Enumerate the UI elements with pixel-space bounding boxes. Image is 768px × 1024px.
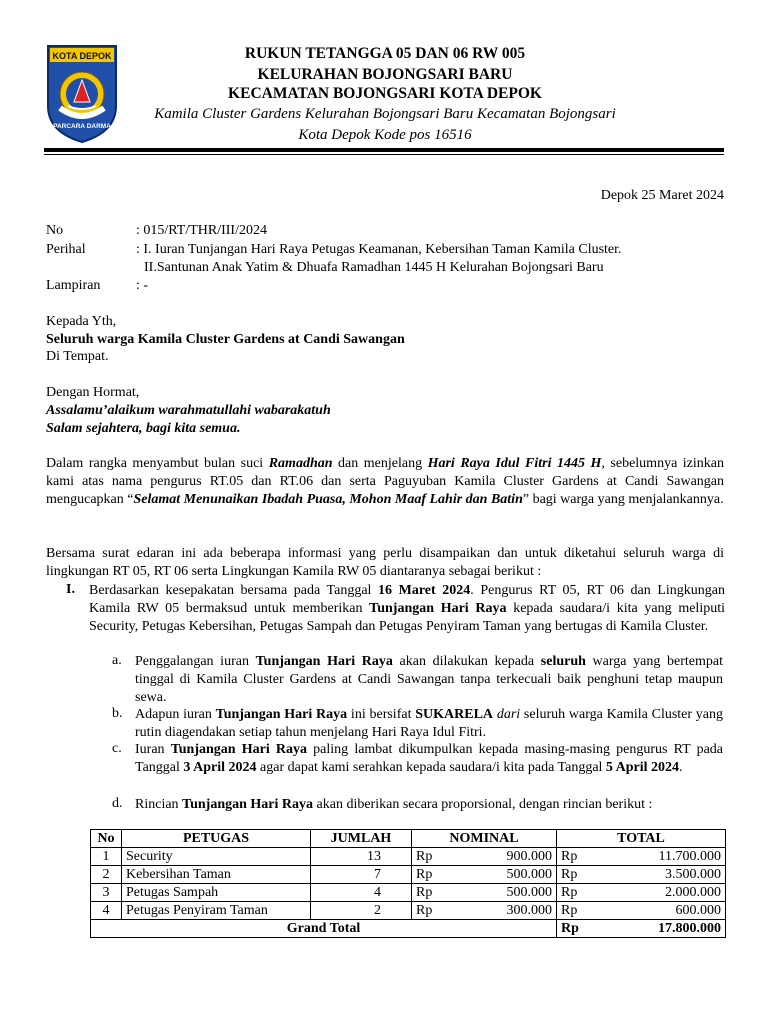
- cell-total: 600.000: [597, 902, 726, 920]
- table-header-row: [91, 830, 726, 848]
- cell-total-currency: Rp: [557, 902, 598, 920]
- letter-date: Depok 25 Maret 2024: [600, 188, 724, 203]
- sub-b-number: b.: [112, 706, 123, 721]
- no-value: : 015/RT/THR/III/2024: [136, 223, 267, 238]
- sub-b-text: Adapun iuran Tunjangan Hari Raya ini bersifat SUKARELA dari seluruh warga Kamila Cluster yang rutin diagendakan setiap tahun menjelang Hari Raya Idul Fitri.: [135, 707, 724, 740]
- table-row: [91, 866, 726, 884]
- lampiran-label: Lampiran: [46, 278, 101, 293]
- perihal-value-1: : I. Iuran Tunjangan Hari Raya Petugas Keamanan, Kebersihan Taman Kamila Cluster.: [136, 242, 622, 257]
- cell-nominal: 500.000: [452, 884, 557, 902]
- letterhead-line-1: RUKUN TETANGGA 05 DAN 06 RW 005: [244, 45, 526, 62]
- letterhead-rule-thin: [44, 154, 724, 155]
- sub-a-text: Penggalangan iuran Tunjangan Hari Raya akan dilakukan kepada seluruh warga yang bertempat tinggal di Kamila Cluster Gardens at Candi Sawangan tanpa terkecuali baik penghuni tetap maupun sewa.: [135, 654, 724, 705]
- cell-nominal: 900.000: [452, 848, 557, 866]
- cell-petugas: Security: [122, 848, 311, 866]
- greeting-salam-2: Salam sejahtera, bagi kita semua.: [46, 421, 241, 436]
- cell-nominal-currency: Rp: [412, 884, 453, 902]
- letterhead-address-2: Kota Depok Kode pos 16516: [298, 127, 472, 143]
- cell-total-currency: Rp: [557, 848, 598, 866]
- cell-no: 3: [91, 884, 122, 902]
- cell-petugas: Kebersihan Taman: [122, 866, 311, 884]
- table-row: [91, 884, 726, 902]
- letterhead-address-1: Kamila Cluster Gardens Kelurahan Bojongsari Baru Kecamatan Bojongsari: [154, 106, 616, 122]
- recipient-place: Di Tempat.: [46, 349, 109, 364]
- table-row: [91, 848, 726, 866]
- logo-banner-text: KOTA DEPOK: [52, 51, 112, 61]
- letterhead-line-2: KELURAHAN BOJONGSARI BARU: [257, 66, 513, 83]
- item-1-text: Berdasarkan kesepakatan bersama pada Tanggal 16 Maret 2024. Pengurus RT 05, RT 06 dan Lingkungan Kamila RW 05 bermaksud untuk memberikan Tunjangan Hari Raya kepada saudara/i kita yang meliputi Security, Petugas Kebersihan, Petugas Sampah dan Petugas Penyiram Taman yang bertugas di Kamila Cluster.: [89, 583, 725, 634]
- letterhead-rule-thick: [44, 148, 724, 152]
- header-nominal: NOMINAL: [412, 830, 557, 848]
- cell-nominal-currency: Rp: [412, 848, 453, 866]
- thr-breakdown-table: [90, 829, 726, 938]
- lampiran-value: : -: [136, 278, 149, 293]
- table-row: [91, 902, 726, 920]
- cell-nominal: 300.000: [452, 902, 557, 920]
- header-petugas: PETUGAS: [122, 830, 311, 848]
- cell-total: 2.000.000: [597, 884, 726, 902]
- opening-paragraph: Dalam rangka menyambut bulan suci Ramadhan dan menjelang Hari Raya Idul Fitri 1445 H, sebelumnya izinkan kami atas nama pengurus RT.05 dan RT.06 dan serta Paguyuban Kamila Cluster Gardens at Candi Sawangan mengucapkan “Selamat Menunaikan Ibadah Puasa, Mohon Maaf Lahir dan Batin” bagi warga yang menjalankannya.: [46, 456, 725, 507]
- cell-no: 4: [91, 902, 122, 920]
- cell-no: 1: [91, 848, 122, 866]
- letterhead-line-3: KECAMATAN BOJONGSARI KOTA DEPOK: [228, 85, 542, 102]
- item-1-number: I.: [66, 582, 75, 597]
- cell-jumlah: 13: [311, 848, 412, 866]
- grand-total-value: 17.800.000: [597, 920, 726, 938]
- cell-total-currency: Rp: [557, 884, 598, 902]
- cell-petugas: Petugas Penyiram Taman: [122, 902, 311, 920]
- cell-total: 3.500.000: [597, 866, 726, 884]
- sub-c-number: c.: [112, 741, 122, 756]
- cell-total: 11.700.000: [597, 848, 726, 866]
- header-jumlah: JUMLAH: [311, 830, 412, 848]
- header-no: No: [91, 830, 122, 848]
- logo-motto-text: PARCARA DARMA: [53, 123, 111, 130]
- greeting-salam-1: Assalamu’alaikum warahmatullahi wabarakatuh: [46, 403, 331, 418]
- grand-total-label: Grand Total: [91, 920, 557, 938]
- grand-total-currency: Rp: [557, 920, 598, 938]
- cell-petugas: Petugas Sampah: [122, 884, 311, 902]
- grand-total-row: [91, 920, 726, 938]
- header-total: TOTAL: [557, 830, 726, 848]
- cell-nominal-currency: Rp: [412, 866, 453, 884]
- sub-d-number: d.: [112, 796, 123, 811]
- recipient-to: Kepada Yth,: [46, 314, 117, 329]
- cell-no: 2: [91, 866, 122, 884]
- sub-a-number: a.: [112, 653, 122, 668]
- greeting-hormat: Dengan Hormat,: [46, 385, 140, 400]
- cell-jumlah: 4: [311, 884, 412, 902]
- kota-depok-logo: [44, 44, 120, 144]
- perihal-label: Perihal: [46, 242, 86, 257]
- cell-jumlah: 2: [311, 902, 412, 920]
- perihal-value-2: II.Santunan Anak Yatim & Dhuafa Ramadhan 1445 H Kelurahan Bojongsari Baru: [144, 260, 604, 275]
- cell-nominal-currency: Rp: [412, 902, 453, 920]
- info-paragraph: Bersama surat edaran ini ada beberapa informasi yang perlu disampaikan dan untuk diketahui seluruh warga di lingkungan RT 05, RT 06 serta Lingkungan Kamila RW 05 diantaranya sebagai berikut :: [46, 546, 724, 579]
- no-label: No: [46, 223, 64, 238]
- cell-nominal: 500.000: [452, 866, 557, 884]
- sub-c-text: Iuran Tunjangan Hari Raya paling lambat dikumpulkan kepada masing-masing pengurus RT pada Tanggal 3 April 2024 agar dapat kami serahkan kepada saudara/i kita pada Tanggal 5 April 2024.: [135, 742, 723, 775]
- recipient-name: Seluruh warga Kamila Cluster Gardens at Candi Sawangan: [46, 332, 405, 347]
- cell-jumlah: 7: [311, 866, 412, 884]
- sub-d-text: Rincian Tunjangan Hari Raya akan diberikan secara proporsional, dengan rincian berikut :: [135, 797, 653, 812]
- cell-total-currency: Rp: [557, 866, 598, 884]
